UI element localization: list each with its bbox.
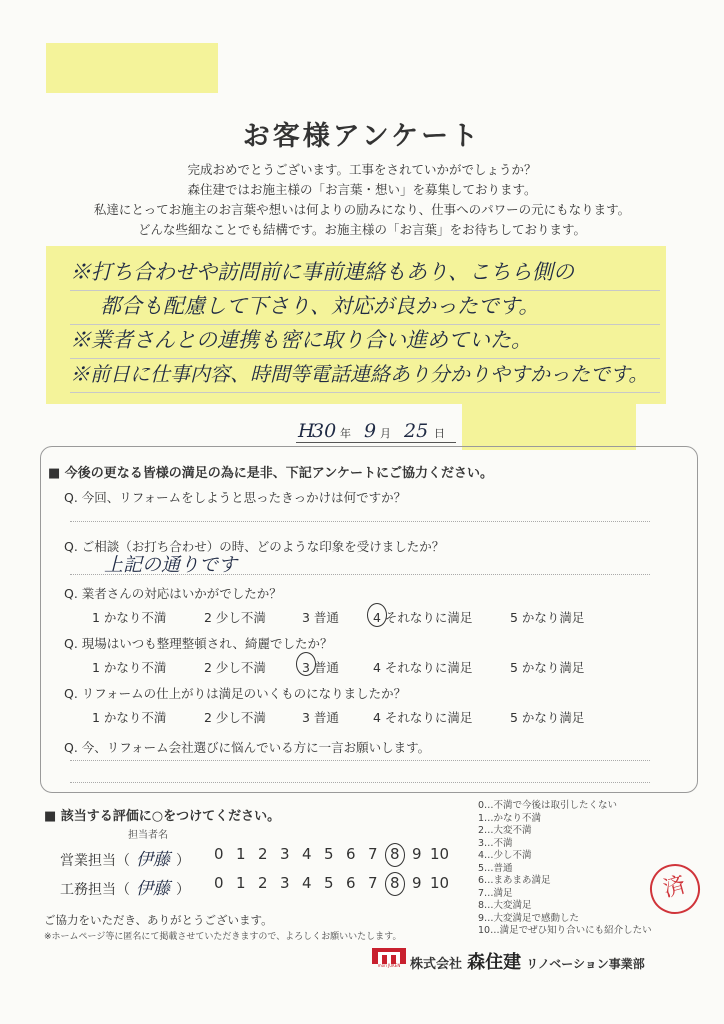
sales-rating-3[interactable]: 3: [280, 845, 290, 863]
q3-selected-circle: [367, 603, 387, 627]
company-name: 森住建: [467, 952, 522, 973]
date-year: 30: [312, 420, 337, 442]
construction-selected-circle: [385, 872, 405, 896]
construction-staff-close: ）: [176, 882, 190, 898]
legend-item: 9…大変満足で感動した: [478, 912, 580, 924]
construction-rating-9[interactable]: 9: [412, 874, 422, 892]
q5-option-5[interactable]: 5 かなり満足: [510, 710, 585, 725]
staff-label: 担当者名: [128, 830, 168, 841]
construction-rating-8[interactable]: 8: [390, 874, 400, 892]
sales-rating-4[interactable]: 4: [302, 845, 312, 863]
answer-line-6b: [70, 782, 650, 783]
name-redaction-highlight: [462, 400, 636, 450]
comment-line-2: 都合も配慮して下さり、対応が良かったです。: [100, 294, 540, 318]
q5-option-4[interactable]: 4 それなりに満足: [373, 710, 473, 725]
q4-option-5[interactable]: 5 かなり満足: [510, 660, 585, 675]
rating-header: ■ 該当する評価に○をつけてください。: [44, 809, 281, 824]
q3-option-4[interactable]: 4 それなりに満足: [373, 610, 473, 625]
legend-item: 6…まあまあ満足: [478, 875, 551, 886]
legend-item: 5…普通: [478, 862, 513, 874]
question-1: Q. 今回、リフォームをしようと思ったきっかけは何ですか？: [64, 490, 407, 505]
sales-rating-5[interactable]: 5: [324, 845, 334, 863]
legend-item: 7…満足: [478, 887, 513, 899]
date-day: 25: [404, 420, 429, 442]
sales-selected-circle: [385, 843, 405, 867]
q3-option-1[interactable]: 1 かなり不満: [92, 610, 167, 625]
answer-line-2: [70, 574, 650, 575]
sales-staff-row: [60, 845, 190, 870]
construction-rating-7[interactable]: 7: [368, 874, 378, 892]
note-text: ※ホームページ等に匿名にて掲載させていただきますので、よろしくお願いいたします。: [44, 932, 402, 942]
answer-2: 上記の通りです: [104, 554, 238, 576]
construction-rating-2[interactable]: 2: [258, 874, 268, 892]
legend-item: 3…不満: [478, 837, 513, 849]
comment-line-4: ※前日に仕事内容、時間等電話連絡あり分かりやすかったです。: [70, 362, 649, 386]
construction-rating-6[interactable]: 6: [346, 874, 356, 892]
legend-item: 8…大変満足: [478, 900, 532, 911]
answer-line-6a: [70, 760, 650, 761]
q5-option-2[interactable]: 2 少し不満: [204, 710, 266, 725]
sales-rating-10[interactable]: 10: [430, 845, 450, 863]
q3-option-3[interactable]: 3 普通: [302, 610, 339, 625]
company-prefix: 株式会社: [410, 957, 463, 972]
q4-option-1[interactable]: 1 かなり不満: [92, 660, 167, 675]
construction-rating-0[interactable]: 0: [214, 874, 224, 892]
date-month-unit: 月: [380, 427, 391, 440]
q5-option-3[interactable]: 3 普通: [302, 710, 339, 725]
question-3: Q. 業者さんの対応はいかがでしたか？: [64, 586, 282, 601]
intro-line-4: どんな些細なことでも結構です。お施主様の「お言葉」をお待ちしております。: [137, 222, 586, 237]
legend-item: 0…不満で今後は取引したくない: [478, 800, 618, 811]
legend-item: 2…大変不満: [478, 825, 532, 836]
page-title: お客様アンケート: [242, 121, 482, 152]
survey-header: ■ 今後の更なる皆様の満足の為に是非、下記アンケートにご協力ください。: [48, 466, 494, 481]
construction-rating-10[interactable]: 10: [430, 874, 450, 892]
construction-staff-row: [60, 874, 190, 899]
sales-staff-close: ）: [176, 853, 190, 869]
construction-rating-1[interactable]: 1: [236, 874, 246, 892]
question-4: Q. 現場はいつも整理整頓され、綺麗でしたか？: [64, 636, 333, 651]
legend-item: 10…満足でぜひ知り合いにも紹介したい: [478, 925, 652, 936]
redaction-highlight: [46, 43, 218, 93]
sales-staff-name: 伊藤: [136, 850, 170, 870]
company-name-block: [410, 948, 645, 974]
sales-rating-6[interactable]: 6: [346, 845, 356, 863]
intro-line-3: 私達にとってお施主のお言葉や想いは何よりの励みになり、仕事へのパワーの元にもなります。: [93, 202, 631, 217]
construction-rating-3[interactable]: 3: [280, 874, 290, 892]
construction-rating-5[interactable]: 5: [324, 874, 334, 892]
sales-rating-1[interactable]: 1: [236, 845, 246, 863]
date-year-unit: 年: [340, 427, 351, 440]
sales-rating-0[interactable]: 0: [214, 845, 224, 863]
rating-legend: [478, 800, 652, 938]
q4-selected-circle: [296, 652, 316, 676]
comment-line-3: ※業者さんとの連携も密に取り合い進めていた。: [70, 328, 532, 352]
company-logo: [372, 948, 406, 970]
q4-option-2[interactable]: 2 少し不満: [204, 660, 266, 675]
comment-line-1: ※打ち合わせや訪問前に事前連絡もあり、こちら側の: [70, 260, 574, 284]
date-era: H: [298, 420, 315, 442]
q4-option-4[interactable]: 4 それなりに満足: [373, 660, 473, 675]
thanks-text: ご協力をいただき、ありがとうございます。: [44, 913, 273, 927]
question-2: Q. ご相談（お打ち合わせ）の時、どのような印象を受けましたか？: [64, 539, 445, 554]
intro-line-2: 森住建ではお施主様の「お言葉・想い」を募集しております。: [187, 182, 537, 197]
sales-rating-9[interactable]: 9: [412, 845, 422, 863]
q3-option-5[interactable]: 5 かなり満足: [510, 610, 585, 625]
date-field: [296, 420, 456, 443]
intro-line-1: 完成おめでとうございます。工事をされていかがでしょうか？: [187, 162, 537, 177]
construction-rating-4[interactable]: 4: [302, 874, 312, 892]
sales-rating-8[interactable]: 8: [390, 845, 400, 863]
construction-staff-name: 伊藤: [136, 879, 170, 899]
q4-option-3[interactable]: 3 普通: [302, 660, 339, 675]
check-stamp: 済: [644, 858, 705, 919]
sales-rating-2[interactable]: 2: [258, 845, 268, 863]
construction-staff-label: 工務担当（: [60, 882, 130, 898]
legend-item: 4…少し不満: [478, 850, 532, 861]
sales-staff-label: 営業担当（: [60, 853, 130, 869]
company-dept: リノベーション事業部: [526, 957, 645, 971]
date-month: 9: [364, 420, 377, 442]
question-5: Q. リフォームの仕上がりは満足のいくものになりましたか？: [64, 686, 407, 701]
date-day-unit: 日: [434, 427, 445, 440]
q5-option-1[interactable]: 1 かなり不満: [92, 710, 167, 725]
sales-rating-7[interactable]: 7: [368, 845, 378, 863]
q3-option-2[interactable]: 2 少し不満: [204, 610, 266, 625]
legend-item: 1…かなり不満: [478, 812, 542, 824]
answer-line-1: [70, 521, 650, 522]
question-6: Q. 今、リフォーム会社選びに悩んでいる方に一言お願いします。: [64, 740, 431, 755]
logo-text: mori JUKEN: [377, 963, 401, 968]
